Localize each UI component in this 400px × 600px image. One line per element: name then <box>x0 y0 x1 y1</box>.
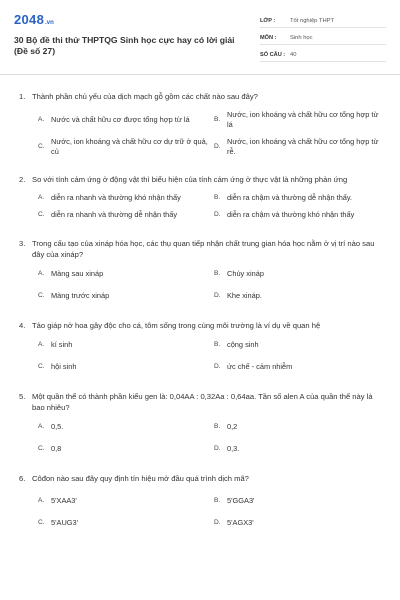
option-text: 0,5. <box>51 422 64 431</box>
option-letter: C. <box>38 519 45 526</box>
meta-row-subject <box>260 31 386 45</box>
document-title: 30 Bộ đề thi thử THPTQG Sinh học cực hay có lời giải (Đề số 27) <box>14 35 235 56</box>
meta-label: SỐ CÂU : <box>260 51 286 58</box>
answer-options <box>38 110 386 157</box>
question-text: Một quần thể có thành phần kiểu gen là: 0,04AA : 0,32Aa : 0,64aa. Tần số alen A của quần thể này là bao nhiêu? <box>32 392 373 412</box>
option-a[interactable] <box>38 422 210 432</box>
meta-value: Sinh học <box>290 34 313 41</box>
option-b[interactable] <box>214 193 386 203</box>
question-text: Tảo giáp nở hoa gây độc cho cá, tôm sống trong cùng môi trường là ví dụ về quan hệ <box>32 321 321 330</box>
option-d[interactable] <box>214 362 386 372</box>
question-6 <box>14 473 386 528</box>
option-b[interactable] <box>214 269 386 279</box>
option-letter: B. <box>214 270 221 277</box>
option-letter: D. <box>214 292 221 299</box>
option-text: kí sinh <box>51 340 73 349</box>
answer-options <box>38 193 386 220</box>
option-text: diễn ra chậm và thường khó nhận thấy <box>227 210 355 219</box>
header-left <box>14 12 246 57</box>
meta-info <box>260 14 386 65</box>
meta-row-class <box>260 14 386 28</box>
option-letter: A. <box>38 270 45 277</box>
question-stem <box>14 238 386 260</box>
question-3 <box>14 238 386 301</box>
meta-value: Tốt nghiệp THPT <box>290 17 335 24</box>
option-letter: D. <box>214 445 221 452</box>
option-c[interactable] <box>38 518 210 528</box>
option-text: 0,3. <box>227 444 240 453</box>
option-letter: C. <box>38 211 45 218</box>
meta-label: LỚP : <box>260 17 276 24</box>
option-text: diễn ra nhanh và thường dễ nhận thấy <box>51 210 178 219</box>
option-letter: A. <box>38 341 45 348</box>
option-letter: B. <box>214 497 221 504</box>
option-letter: C. <box>38 292 45 299</box>
question-2 <box>14 174 386 220</box>
option-a[interactable] <box>38 496 210 506</box>
option-a[interactable] <box>38 193 210 203</box>
option-letter: A. <box>38 423 45 430</box>
option-a[interactable] <box>38 340 210 350</box>
option-c[interactable] <box>38 210 210 220</box>
site-logo[interactable] <box>14 12 246 27</box>
question-4 <box>14 320 386 372</box>
option-text: 0,8 <box>51 444 62 453</box>
option-text: hội sinh <box>51 362 77 371</box>
option-text: Nước, ion khoáng và chất hữu cơ tổng hợp từ rễ. <box>227 137 379 156</box>
question-number: 5. <box>19 392 26 401</box>
option-a[interactable] <box>38 269 210 279</box>
option-letter: D. <box>214 143 221 150</box>
option-b[interactable] <box>214 340 386 350</box>
option-letter: A. <box>38 497 45 504</box>
option-c[interactable] <box>38 444 210 454</box>
logo-sub-text: .vn <box>45 20 54 26</box>
option-text: 0,2 <box>227 422 238 431</box>
option-text: 5'AUG3' <box>51 518 79 527</box>
answer-options <box>38 340 386 372</box>
option-text: Nước, ion khoáng và chất hữu cơ tổng hợp từ lá <box>227 110 379 129</box>
option-b[interactable] <box>214 422 386 432</box>
option-text: 5'XAA3' <box>51 496 77 505</box>
logo-main-text: 2048 <box>14 12 45 27</box>
option-letter: D. <box>214 519 221 526</box>
option-text: ức chế - cảm nhiễm <box>227 362 293 371</box>
option-letter: B. <box>214 423 221 430</box>
option-letter: A. <box>38 116 45 123</box>
option-c[interactable] <box>38 291 210 301</box>
option-text: Nước, ion khoáng và chất hữu cơ dự trữ ở quả, củ <box>51 137 208 156</box>
question-stem <box>14 91 386 102</box>
question-5 <box>14 391 386 454</box>
document-header <box>14 12 386 70</box>
question-text: Côđon nào sau đây quy định tín hiệu mở đầu quá trình dịch mã? <box>32 474 249 483</box>
option-d[interactable] <box>214 444 386 454</box>
header-divider <box>0 74 400 75</box>
option-d[interactable] <box>214 518 386 528</box>
meta-value: 40 <box>290 51 297 58</box>
option-text: Nước và chất hữu cơ được tổng hợp từ lá <box>51 115 190 124</box>
question-text: Trong cấu tạo của xináp hóa học, các thụ quan tiếp nhận chất trung gian hóa học nằm ở vị trí nào sau đây của xináp? <box>32 239 375 259</box>
question-stem <box>14 320 386 331</box>
option-text: Màng trước xináp <box>51 291 110 300</box>
meta-label: MÔN : <box>260 34 277 41</box>
meta-row-count <box>260 48 386 62</box>
option-b[interactable] <box>214 496 386 506</box>
option-letter: D. <box>214 211 221 218</box>
option-text: Màng sau xináp <box>51 269 104 278</box>
option-d[interactable] <box>214 210 386 220</box>
option-letter: B. <box>214 194 221 201</box>
question-stem <box>14 473 386 484</box>
question-1 <box>14 91 386 157</box>
option-text: 5'AGX3' <box>227 518 254 527</box>
option-c[interactable] <box>38 137 210 157</box>
option-letter: A. <box>38 194 45 201</box>
option-text: Khe xináp. <box>227 291 262 300</box>
option-text: cộng sinh <box>227 340 259 349</box>
question-number: 4. <box>19 321 26 330</box>
question-number: 3. <box>19 239 26 248</box>
option-letter: C. <box>38 363 45 370</box>
question-text: So với tính cảm ứng ở động vật thì biểu hiện của tính cảm ứng ở thực vật là những phản ứng <box>32 175 348 184</box>
option-d[interactable] <box>214 137 386 157</box>
answer-options <box>38 422 386 454</box>
question-stem <box>14 174 386 185</box>
answer-options <box>38 496 386 528</box>
option-letter: B. <box>214 341 221 348</box>
option-d[interactable] <box>214 291 386 301</box>
option-letter: C. <box>38 143 45 150</box>
question-text: Thành phần chủ yếu của dịch mạch gỗ gồm các chất nào sau đây? <box>32 92 258 101</box>
option-b[interactable] <box>214 110 386 130</box>
question-number: 6. <box>19 474 26 483</box>
option-text: 5'GGA3' <box>227 496 255 505</box>
option-c[interactable] <box>38 362 210 372</box>
option-a[interactable] <box>38 110 210 130</box>
option-letter: B. <box>214 116 221 123</box>
option-letter: D. <box>214 363 221 370</box>
option-text: diễn ra nhanh và thường khó nhận thấy <box>51 193 181 202</box>
option-letter: C. <box>38 445 45 452</box>
question-number: 2. <box>19 175 26 184</box>
question-number: 1. <box>19 92 26 101</box>
answer-options <box>38 269 386 301</box>
question-stem <box>14 391 386 413</box>
option-text: Chùy xináp <box>227 269 264 278</box>
option-text: diễn ra chậm và thường dễ nhận thấy. <box>227 193 353 202</box>
